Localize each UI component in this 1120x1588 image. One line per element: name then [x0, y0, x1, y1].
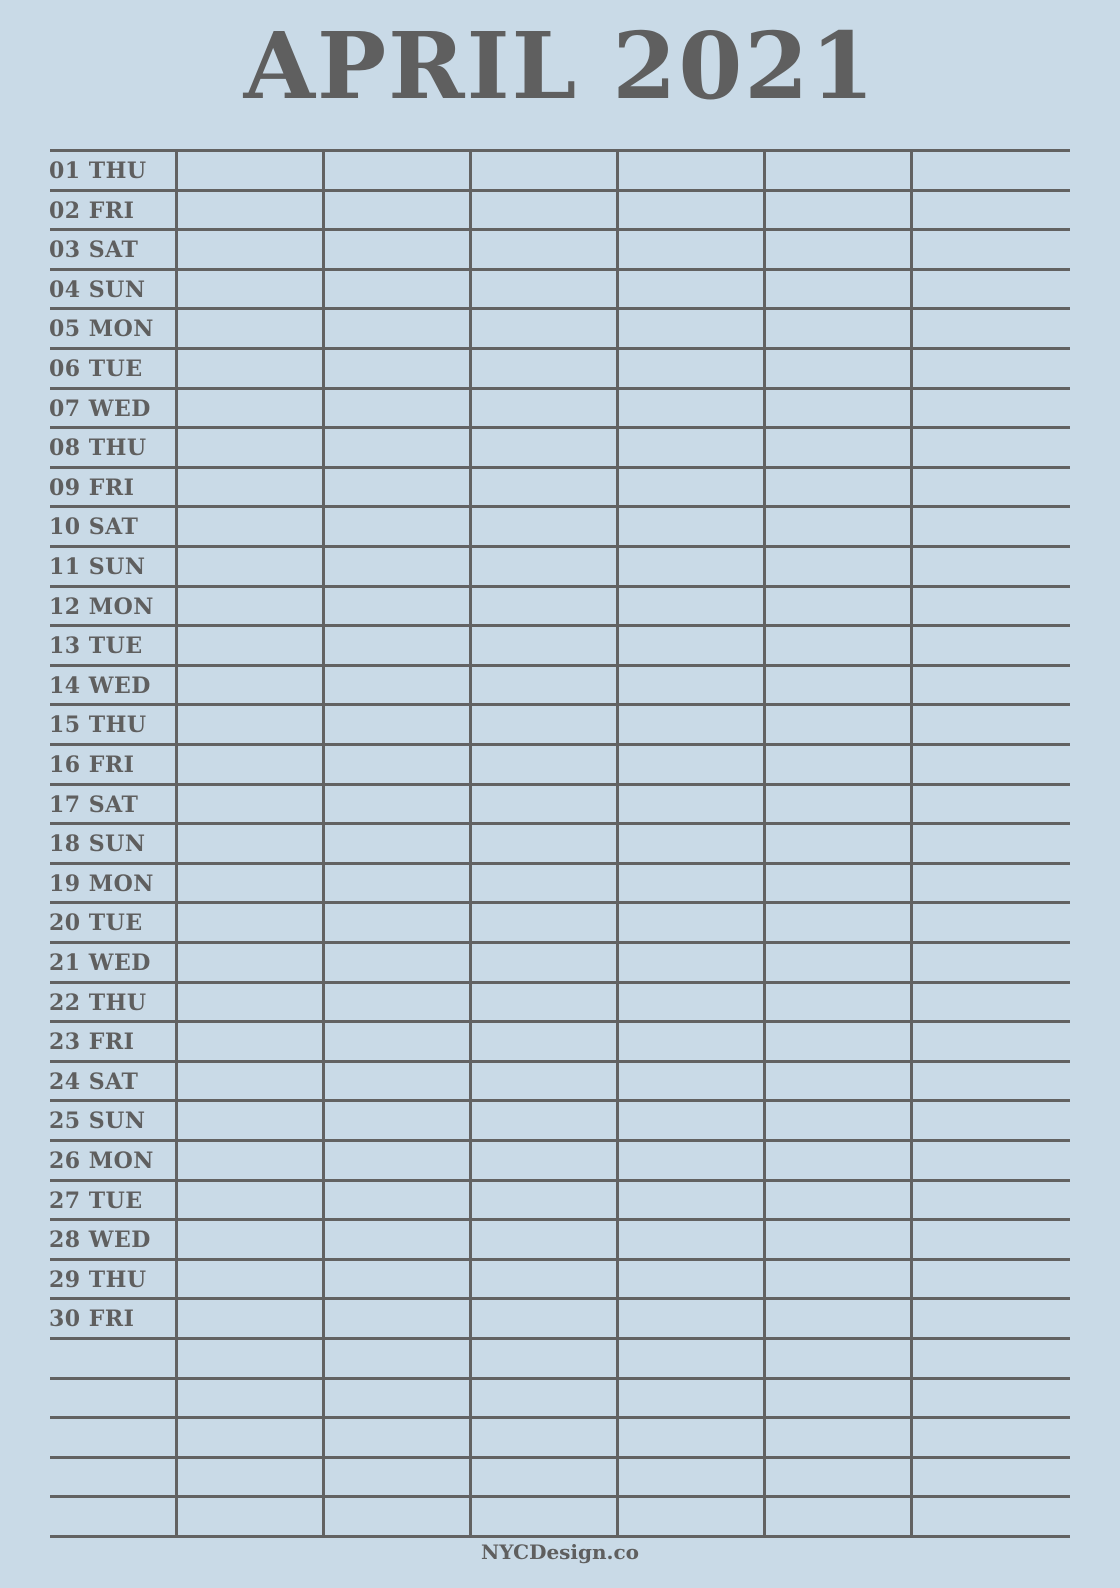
- row-divider: [50, 426, 1070, 429]
- day-label: 02 FRI: [49, 198, 135, 224]
- day-label: 17 SAT: [49, 792, 139, 818]
- row-divider: [50, 1060, 1070, 1063]
- day-label: 01 THU: [49, 158, 147, 184]
- day-label: 03 SAT: [49, 237, 139, 263]
- day-label: 08 THU: [49, 435, 147, 461]
- day-label: 27 TUE: [49, 1188, 143, 1214]
- column-divider: [616, 151, 619, 1537]
- column-divider: [322, 151, 325, 1537]
- day-label: 20 TUE: [49, 910, 143, 936]
- row-divider: [50, 901, 1070, 904]
- footer-credit: NYCDesign.co: [480, 1540, 640, 1564]
- row-divider: [50, 981, 1070, 984]
- day-label: 11 SUN: [49, 554, 146, 580]
- row-divider: [50, 1416, 1070, 1419]
- row-divider: [50, 822, 1070, 825]
- column-divider: [763, 151, 766, 1537]
- page-title: APRIL 2021: [243, 12, 877, 120]
- row-divider: [50, 1535, 1070, 1538]
- row-divider: [50, 466, 1070, 469]
- day-label: 24 SAT: [49, 1069, 139, 1095]
- day-label: 04 SUN: [49, 277, 146, 303]
- column-divider: [175, 151, 178, 1537]
- row-divider: [50, 624, 1070, 627]
- day-label: 25 SUN: [49, 1108, 146, 1134]
- row-divider: [50, 1456, 1070, 1459]
- row-divider: [50, 268, 1070, 271]
- row-divider: [50, 1297, 1070, 1300]
- day-label: 06 TUE: [49, 356, 143, 382]
- row-divider: [50, 1377, 1070, 1380]
- row-divider: [50, 347, 1070, 350]
- row-divider: [50, 862, 1070, 865]
- row-divider: [50, 1218, 1070, 1221]
- day-label: 09 FRI: [49, 475, 135, 501]
- row-divider: [50, 941, 1070, 944]
- day-label: 16 FRI: [49, 752, 135, 778]
- row-divider: [50, 664, 1070, 667]
- day-label: 28 WED: [49, 1227, 151, 1253]
- column-divider: [910, 151, 913, 1537]
- row-divider: [50, 1020, 1070, 1023]
- row-divider: [50, 743, 1070, 746]
- day-label: 05 MON: [49, 316, 154, 342]
- row-divider: [50, 149, 1070, 152]
- day-label: 12 MON: [49, 594, 154, 620]
- row-divider: [50, 189, 1070, 192]
- row-divider: [50, 1495, 1070, 1498]
- row-divider: [50, 585, 1070, 588]
- day-label: 10 SAT: [49, 514, 139, 540]
- day-label: 26 MON: [49, 1148, 154, 1174]
- row-divider: [50, 1179, 1070, 1182]
- row-divider: [50, 1337, 1070, 1340]
- row-divider: [50, 505, 1070, 508]
- day-label: 30 FRI: [49, 1306, 135, 1332]
- day-label: 21 WED: [49, 950, 151, 976]
- day-label: 29 THU: [49, 1267, 147, 1293]
- day-label: 07 WED: [49, 396, 151, 422]
- day-label: 23 FRI: [49, 1029, 135, 1055]
- row-divider: [50, 1139, 1070, 1142]
- day-label: 14 WED: [49, 673, 151, 699]
- row-divider: [50, 228, 1070, 231]
- row-divider: [50, 1258, 1070, 1261]
- row-divider: [50, 545, 1070, 548]
- day-label: 22 THU: [49, 990, 147, 1016]
- row-divider: [50, 307, 1070, 310]
- row-divider: [50, 1099, 1070, 1102]
- day-label: 13 TUE: [49, 633, 143, 659]
- day-label: 15 THU: [49, 712, 147, 738]
- row-divider: [50, 783, 1070, 786]
- row-divider: [50, 387, 1070, 390]
- day-label: 18 SUN: [49, 831, 146, 857]
- column-divider: [469, 151, 472, 1537]
- row-divider: [50, 703, 1070, 706]
- day-label: 19 MON: [49, 871, 154, 897]
